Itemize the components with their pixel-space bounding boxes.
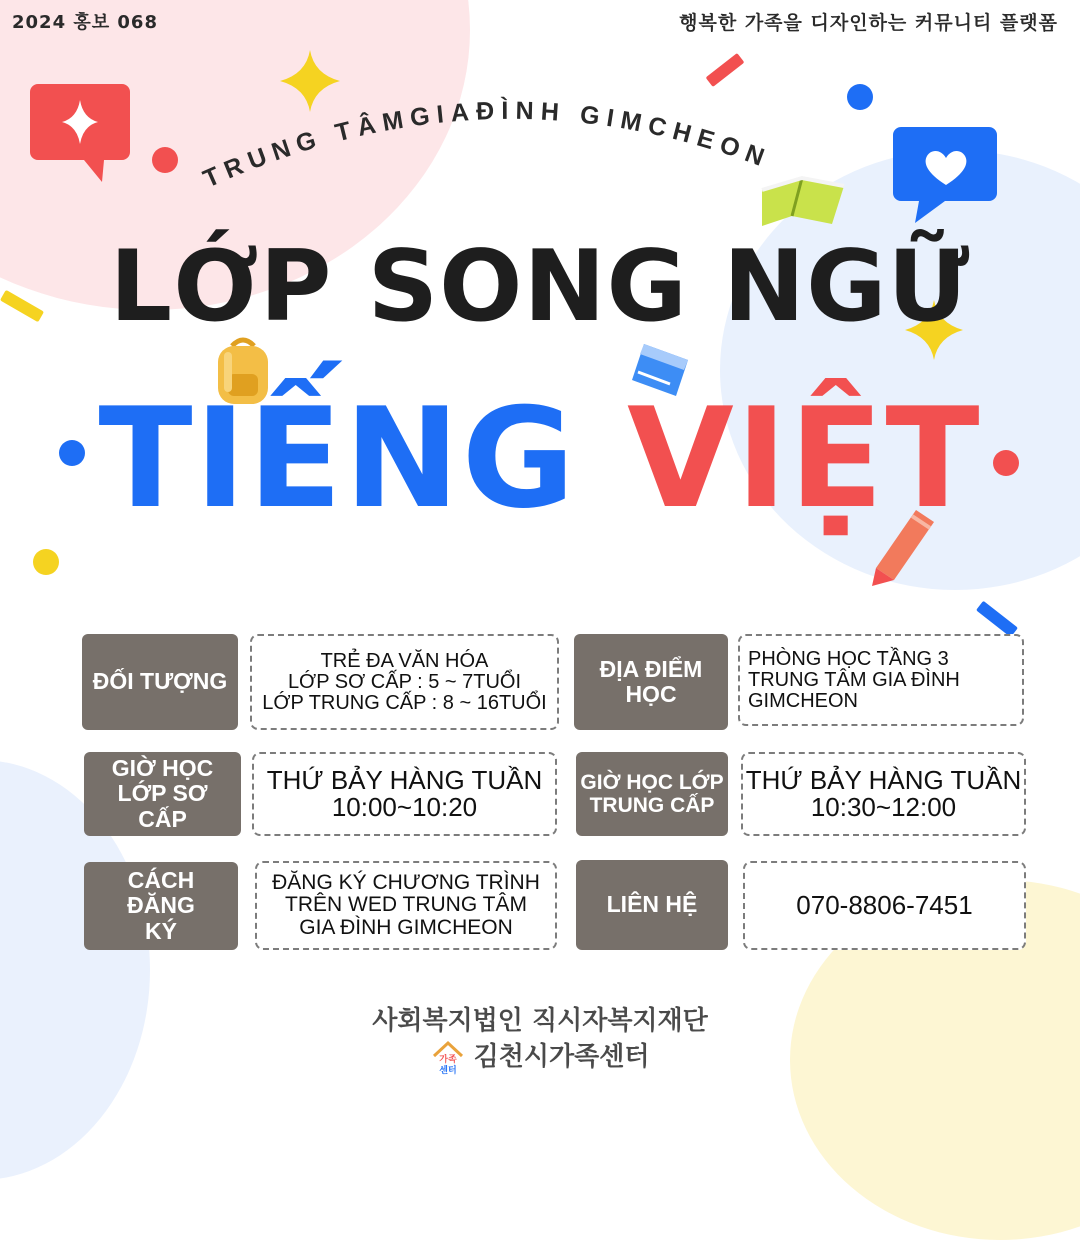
title-tieng: TIẾNG [98,378,577,539]
target-value [250,634,559,730]
svg-text:가족: 가족 [438,1054,457,1065]
beginner-time-value [252,752,557,836]
intermediate-time-label: GIỜ HỌC LỚP TRUNG CẤP [576,752,728,836]
place-line: GIMCHEON [748,689,858,712]
yellow-dot [33,549,59,575]
place-label: ĐỊA ĐIỂM HỌC [574,634,728,730]
beginner-time-label: GIỜ HỌC LỚP SƠ CẤP [84,752,241,836]
arc-title-text: TRUNG TÂMGIAĐÌNH GIMCHEON [199,96,775,194]
register-label: CÁCH ĐĂNG KÝ [84,862,238,950]
target-line: TRẺ ĐA VĂN HÓA [320,649,489,672]
intermediate-line: THỨ BẢY HÀNG TUẦN [745,764,1022,795]
center-name-row [0,1036,1080,1076]
title-line-1: LỚP SONG NGỮ [109,230,971,344]
register-value [255,861,557,950]
register-line: TRÊN WED TRUNG TÂM [285,893,527,917]
svg-text:센터: 센터 [438,1065,457,1076]
title-viet: VIỆT [627,378,982,539]
register-line: GIA ĐÌNH GIMCHEON [299,915,513,939]
center-name-arc [0,0,1080,260]
poster-code: 2024 홍보 068 [12,12,158,33]
contact-value: 070-8806-7451 [743,861,1026,950]
family-center-logo-icon [431,1040,465,1076]
contact-label: LIÊN HỆ [576,860,728,950]
target-line: LỚP SƠ CẤP : 5 ~ 7TUỔI [287,670,522,693]
register-line: ĐĂNG KÝ CHƯƠNG TRÌNH [272,871,540,895]
target-label: ĐỐI TƯỢNG [82,634,238,730]
title-line-2 [0,378,1080,539]
center-name-text: 김천시가족센터 [473,1042,650,1072]
beginner-line: 10:00~10:20 [331,792,478,822]
target-line: LỚP TRUNG CẤP : 8 ~ 16TUỔI [262,691,547,714]
foundation-name: 사회복지법인 직시자복지재단 [372,1006,708,1036]
intermediate-line: 10:30~12:00 [810,792,957,822]
place-line: TRUNG TÂM GIA ĐÌNH [748,668,960,691]
blue-dash [976,601,1018,638]
intermediate-time-value [741,752,1026,836]
slogan: 행복한 가족을 디자인하는 커뮤니티 플랫폼 [679,12,1058,34]
place-line: PHÒNG HỌC TẦNG 3 [748,647,949,670]
beginner-line: THỨ BẢY HÀNG TUẦN [266,764,543,795]
svg-text:TRUNG TÂMGIAĐÌNH GIMCHEON [199,96,774,194]
place-value [738,634,1024,726]
